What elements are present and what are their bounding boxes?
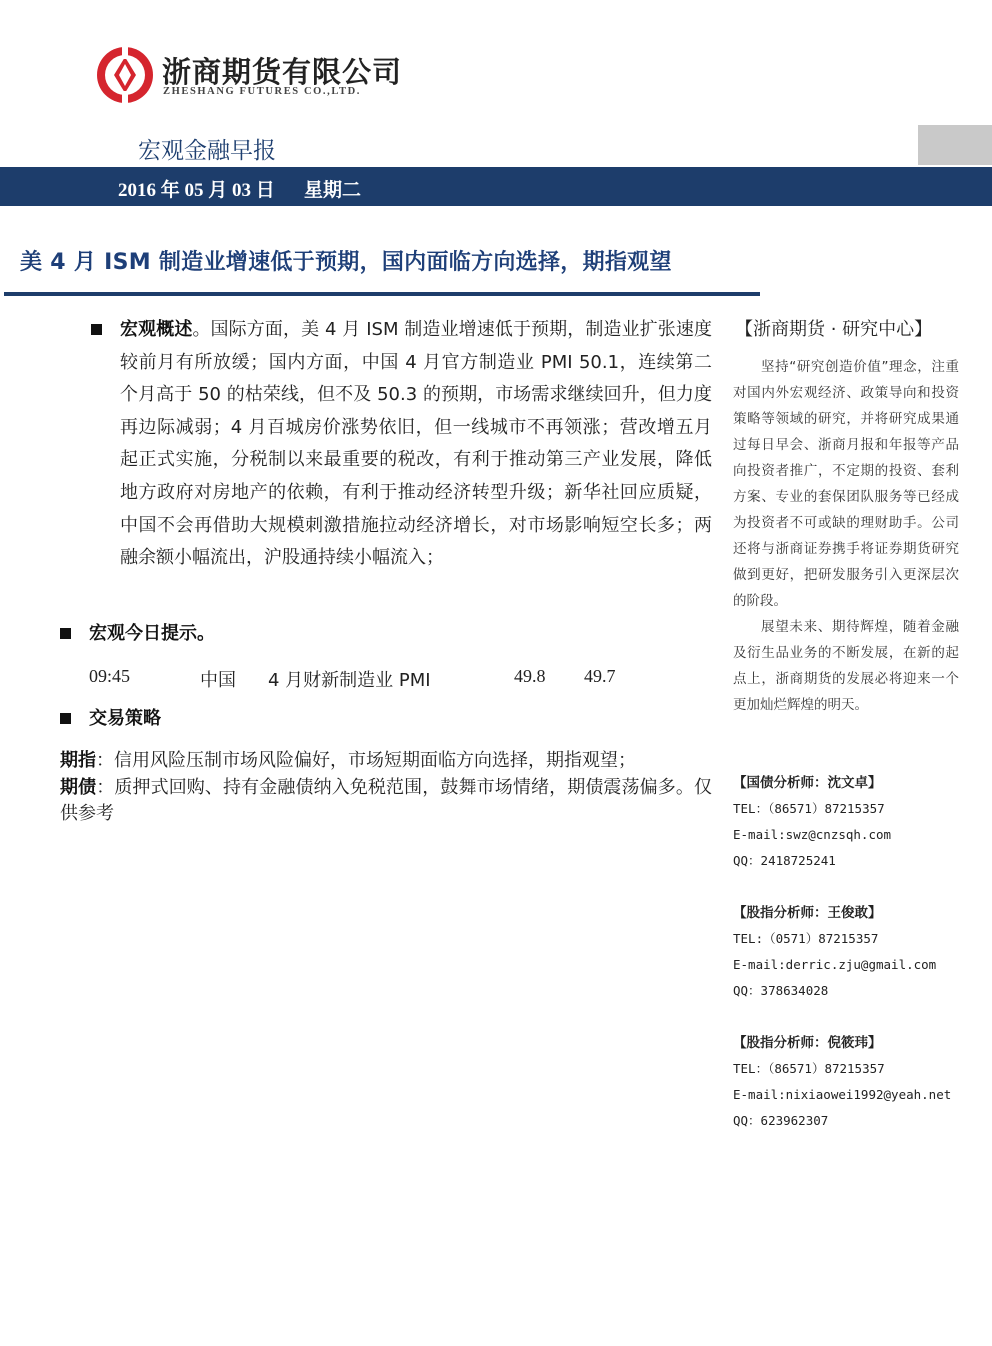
strategy-item-bond-futures bbox=[60, 775, 712, 828]
trading-strategy-heading: 交易策略 bbox=[89, 708, 161, 729]
research-center-title: 【浙商期货 · 研究中心】 bbox=[735, 319, 933, 340]
square-bullet-icon bbox=[60, 628, 71, 639]
analyst-qq: QQ：2418725241 bbox=[733, 853, 836, 868]
company-name-cn: 浙商期货有限公司 bbox=[162, 55, 403, 89]
header-gray-tab bbox=[918, 125, 992, 165]
company-logo-icon bbox=[96, 46, 154, 104]
company-name-en: ZHESHANG FUTURES CO.,LTD. bbox=[163, 86, 362, 97]
analyst-heading: 【股指分析师：王俊敢】 bbox=[733, 905, 882, 921]
strategy-item-text: ：质押式回购、持有金融债纳入免税范围，鼓舞市场情绪，期债震荡偏多。仅供参考 bbox=[60, 776, 713, 824]
research-center-outlook: 展望未来、期待辉煌，随着金融及衍生品业务的不断发展，在新的起点上，浙商期货的发展必将迎来一个更加灿烂辉煌的明天。 bbox=[733, 619, 959, 713]
analyst-email: E-mail:nixiaowei1992@yeah.net bbox=[733, 1087, 952, 1102]
tips-row-country: 中国 bbox=[200, 670, 236, 691]
strategy-item-label: 期指 bbox=[60, 750, 96, 771]
square-bullet-icon bbox=[60, 713, 71, 724]
macro-overview-text: 。国际方面，美 4 月 ISM 制造业增速低于预期，制造业扩张速度较前月有所放缓；国内方面，中国 4 月官方制造业 PMI 50.1，连续第二个月高于 50 的枯荣线，但不及 50.3 的预期，市场需求继续回升，但力度再边际减弱；4 月百城房价涨势依旧，但一线城市不再领涨；营改增五月起正式实施，分税制以来最重要的税改，有利于推动第三产业发展，降低地方政府对房地产的依赖，有利于推动经济转型升级；新华社回应质疑，中国不会再借助大规模刺激措施拉动经济增长，对市场影响短空长多；两融余额小幅流出，沪股通持续小幅流入； bbox=[120, 319, 713, 569]
analyst-qq: QQ：378634028 bbox=[733, 983, 829, 998]
macro-tips-heading: 宏观今日提示。 bbox=[89, 623, 215, 644]
analyst-heading: 【国债分析师：沈文卓】 bbox=[733, 775, 882, 791]
tips-row-indicator: 4 月财新制造业 PMI bbox=[268, 670, 431, 691]
research-center-intro: 坚持“研究创造价值”理念，注重对国内外宏观经济、政策导向和投资策略等领域的研究，并将研究成果通过每日早会、浙商月报和年报等产品向投资者推广，不定期的投资、套利方案、专业的套保团队服务等已经成为投资者不可或缺的理财助手。公司还将与浙商证券携手将证券期货研究做到更好，把研发服务引入更深层次的阶段。 bbox=[733, 359, 959, 609]
analyst-card bbox=[733, 900, 936, 1004]
analyst-tel: TEL：（86571）87215357 bbox=[733, 801, 885, 816]
strategy-item-index-futures bbox=[60, 748, 712, 775]
analyst-email: E-mail:derric.zju@gmail.com bbox=[733, 957, 937, 972]
analyst-card bbox=[733, 1030, 951, 1134]
square-bullet-icon bbox=[91, 324, 102, 335]
strategy-item-text: ：信用风险压制市场风险偏好，市场短期面临方向选择，期指观望； bbox=[96, 750, 636, 771]
strategy-item-label: 期债 bbox=[60, 776, 97, 798]
trading-strategy-block bbox=[60, 748, 712, 828]
analyst-tel: TEL：（86571）87215357 bbox=[733, 1061, 885, 1076]
macro-overview-paragraph bbox=[120, 314, 712, 575]
analyst-heading: 【股指分析师：倪筱玮】 bbox=[733, 1035, 882, 1051]
analyst-card bbox=[733, 770, 891, 874]
analyst-qq: QQ：623962307 bbox=[733, 1113, 829, 1128]
analyst-tel: TEL:（0571）87215357 bbox=[733, 931, 879, 946]
analyst-email: E-mail:swz@cnzsqh.com bbox=[733, 827, 892, 842]
tips-row-previous: 49.8 bbox=[514, 666, 546, 686]
tips-row-time: 09:45 bbox=[89, 666, 131, 686]
macro-overview-label: 宏观概述 bbox=[120, 319, 193, 340]
tips-row-forecast: 49.7 bbox=[584, 666, 616, 686]
headline-divider bbox=[4, 292, 760, 296]
report-date: 2016 年 05 月 03 日 bbox=[118, 180, 275, 201]
report-weekday: 星期二 bbox=[304, 179, 362, 201]
report-type-title: 宏观金融早报 bbox=[138, 138, 276, 164]
headline: 美 4 月 ISM 制造业增速低于预期，国内面临方向选择，期指观望 bbox=[20, 250, 672, 275]
